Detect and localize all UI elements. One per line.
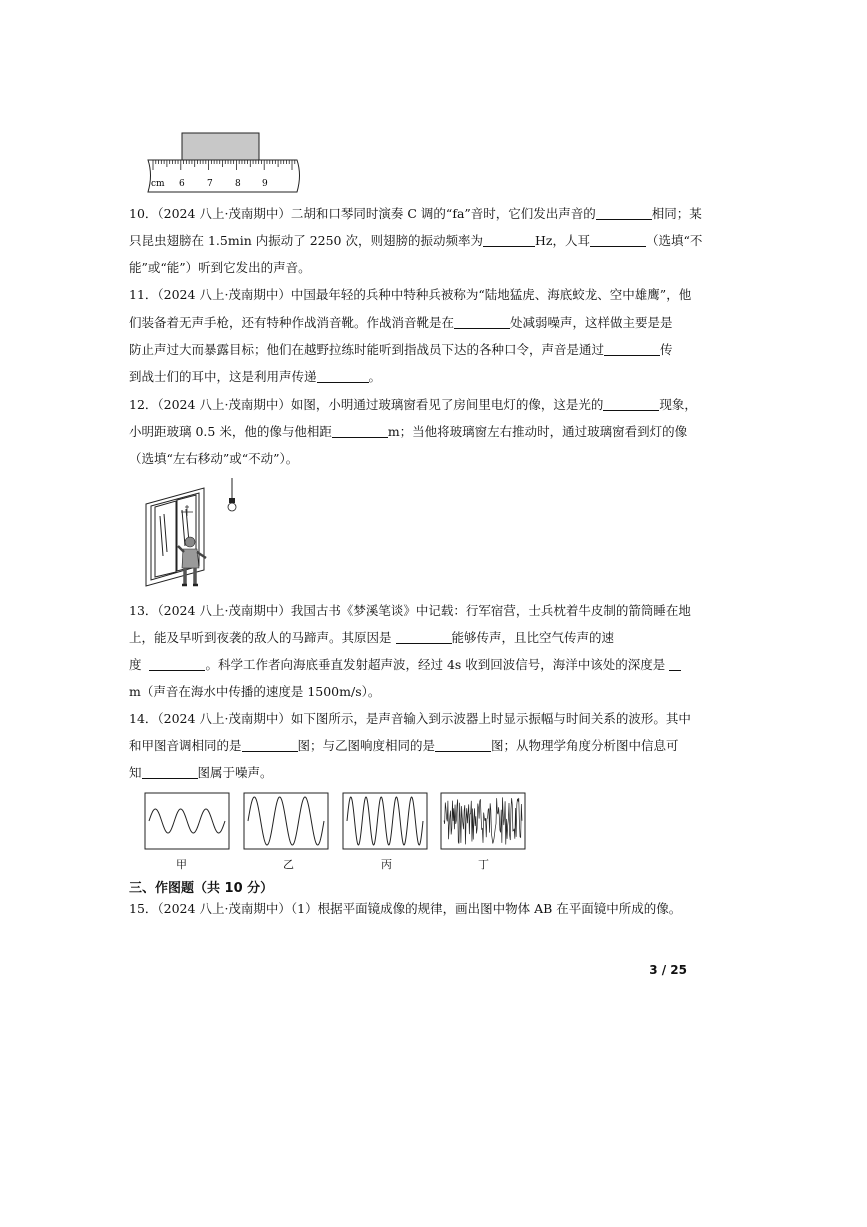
q11-line-3: 防止声过大而暴露目标；他们在越野拉练时能听到指战员下达的各种口令，声音是通过 传 xyxy=(129,342,673,357)
waveform-label-yi: 乙 xyxy=(283,858,294,871)
q10-line-1: 10．（2024 八上·茂南期中）二胡和口琴同时演奏 C 调的“fa”音时，它们发出声音的 相同；某 xyxy=(129,206,702,221)
q11-blank-1[interactable] xyxy=(454,316,510,329)
section-heading: 三、作图题（共 10 分） xyxy=(129,881,274,896)
q14-blank-2[interactable] xyxy=(435,739,491,752)
measured-block xyxy=(182,133,259,160)
q12-line-3: （选填“左右移动”或“不动”）。 xyxy=(129,451,299,466)
q13-blank-3[interactable] xyxy=(669,658,681,671)
q11-blank-3[interactable] xyxy=(317,370,369,383)
q14-line-3: 知 图属于噪声。 xyxy=(129,765,273,780)
q10-blank-2[interactable] xyxy=(483,234,535,247)
person-figure xyxy=(178,537,206,585)
q11-line-1: 11．（2024 八上·茂南期中）中国最年轻的兵种中特种兵被称为“陆地猛虎、海底蛟龙、空中雄鹰”，他 xyxy=(129,287,692,302)
ruler-figure xyxy=(145,130,305,195)
lamp-icon xyxy=(228,478,236,511)
q13-blank-2[interactable] xyxy=(149,658,205,671)
waveform-label-ding: 丁 xyxy=(478,858,489,871)
ruler-tick-label: 6 xyxy=(179,179,185,189)
q10-blank-3[interactable] xyxy=(590,234,646,247)
q11-line-2: 们装备着无声手枪，还有特种作战消音靴。作战消音靴是在 处减弱噪声，这样做主要是是 xyxy=(129,315,673,330)
q12-blank-1[interactable] xyxy=(603,398,659,411)
q10-line-3: 能”或“能”）听到它发出的声音。 xyxy=(129,260,311,275)
q14-blank-1[interactable] xyxy=(242,739,298,752)
q14-line-1: 14．（2024 八上·茂南期中）如下图所示，是声音输入到示波器上时显示振幅与时间关系的波形。其中 xyxy=(129,711,691,726)
ruler-unit-label: cm xyxy=(151,179,165,189)
q10-blank-1[interactable] xyxy=(596,207,652,220)
q13-line-3: 度 。科学工作者向海底垂直发射超声波，经过 4s 收到回波信号，海洋中该处的深度是 xyxy=(129,657,681,673)
q11-line-4: 到战士们的耳中，这是利用声传递 。 xyxy=(129,369,382,384)
q10-line-2: 只昆虫翅膀在 1.5min 内振动了 2250 次，则翅膀的振动频率为 Hz，人耳 （选填“不 xyxy=(129,233,703,248)
ruler-tick-label: 7 xyxy=(207,179,213,189)
waveform-label-bing: 丙 xyxy=(381,858,392,871)
waveform-figure xyxy=(143,791,528,853)
q13-blank-1[interactable] xyxy=(396,631,452,644)
q13-line-1: 13．（2024 八上·茂南期中）我国古书《梦溪笔谈》中记载：行军宿营，士兵枕着牛皮制的箭筒睡在地 xyxy=(129,603,691,618)
q11-blank-2[interactable] xyxy=(604,343,660,356)
page-number: 3 / 25 xyxy=(649,963,687,977)
q14-line-2: 和甲图音调相同的是 图；与乙图响度相同的是 图；从物理学角度分析图中信息可 xyxy=(129,738,679,753)
q15-line-1: 15．（2024 八上·茂南期中）（1）根据平面镜成像的规律，画出图中物体 AB 在平面镜中所成的像。 xyxy=(129,901,682,916)
q12-line-2: 小明距玻璃 0.5 米，他的像与他相距 m；当他将玻璃窗左右推动时，通过玻璃窗看到灯的像 xyxy=(129,424,688,439)
q12-line-1: 12．（2024 八上·茂南期中）如图，小明通过玻璃窗看见了房间里电灯的像，这是光的 现象， xyxy=(129,397,697,412)
q13-line-4: m（声音在海水中传播的速度是 1500m/s）。 xyxy=(129,684,381,699)
ruler-tick-label: 9 xyxy=(262,179,268,189)
q12-blank-2[interactable] xyxy=(332,425,388,438)
q13-line-2: 上，能及早听到夜袭的敌人的马蹄声。其原因是 能够传声，且比空气传声的速 xyxy=(129,630,615,645)
q14-blank-3[interactable] xyxy=(142,766,198,779)
waveform-label-jia: 甲 xyxy=(176,858,187,871)
ruler-tick-label: 8 xyxy=(235,179,241,189)
ruler-body xyxy=(148,160,300,192)
window-lamp-figure xyxy=(138,476,243,591)
